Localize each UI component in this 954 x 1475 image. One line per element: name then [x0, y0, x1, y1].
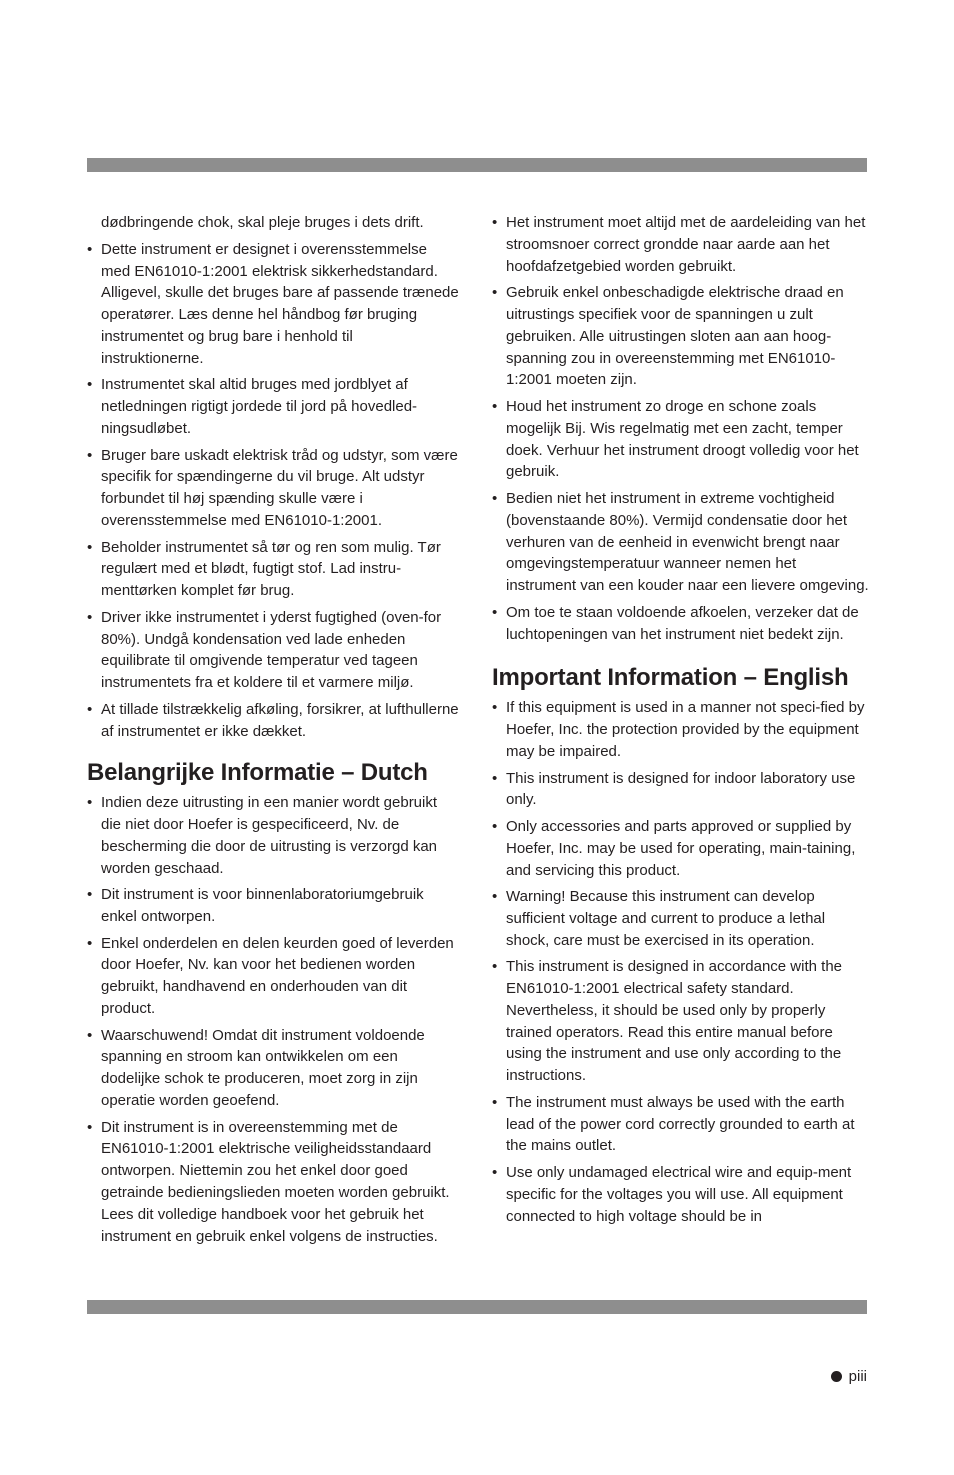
bullet-icon: • [492, 888, 498, 906]
list-item: • Use only undamaged electrical wire and equip-ment specific for the voltages you will use. All equipment connected to high voltage should be in [492, 1164, 852, 1225]
list-item: • At tillade tilstrækkelig afkøling, forsikrer, at lufthullerne af instrumentet er ikke dækket. [87, 700, 459, 740]
list-item: • Enkel onderdelen en delen keurden goed of leverden door Hoefer, Nv. kan voor het bedienen worden gebruikt, handhavend en onderhouden van dit product. [87, 934, 454, 1018]
bullet-icon: • [87, 1026, 93, 1044]
bullet-icon: • [87, 446, 93, 464]
section-heading-dutch: Belangrijke Informatie – Dutch [87, 759, 428, 787]
bullet-icon: • [492, 489, 498, 507]
list-item: • If this equipment is used in a manner not speci-fied by Hoefer, Inc. the protection provided by the equipment may be impaired. [492, 699, 865, 760]
bullet-icon: • [492, 1093, 498, 1111]
bullet-icon: • [87, 376, 93, 394]
list-item: • Houd het instrument zo droge en schone zoals mogelijk Bij. Wis regelmatig met een zacht, temper doek. Verhuur het instrument droogt volledig voor het gebruik. [492, 397, 859, 481]
bullet-icon: • [87, 608, 93, 626]
left-column [87, 212, 459, 1252]
list-item: • Gebruik enkel onbeschadigde elektrische draad en uitrustings specifiek voor de spanningen u zult gebruiken. Alle uitrustingen sloten aan aan hoog-spanning zou in overeenstemming met EN61010-1:2001 moeten zijn. [492, 284, 844, 389]
bullet-icon: • [492, 699, 498, 717]
list-item: • Waarschuwend! Omdat dit instrument voldoende spanning en stroom kan ontwikkelen om een dodelijke schok te produceren, moet zorg in zijn operatie worden geoefend. [87, 1026, 425, 1110]
list-item: • Only accessories and parts approved or supplied by Hoefer, Inc. may be used for operating, main-taining, and servicing this product. [492, 817, 856, 879]
page-dot-icon [831, 1371, 842, 1382]
bullet-icon: • [87, 1118, 93, 1136]
list-item: • Driver ikke instrumentet i yderst fugtighed (oven-for 80%). Undgå kondensation ved lade enheden equilibrate til omgivende temperatur ved tageen instrumentets fra et koldere til et varmere miljø. [87, 608, 442, 692]
bullet-icon: • [492, 817, 498, 835]
bullet-icon: • [87, 538, 93, 556]
list-item: • This instrument is designed for indoor laboratory use only. [492, 769, 856, 809]
bullet-icon: • [87, 934, 93, 952]
danish-list [87, 239, 459, 743]
list-item: • Dit instrument is in overeenstemming met de EN61010-1:2001 elektrische veiligheidsstandaard ontworpen. Niettemin zou het enkel door goed getrainde bedieningslieden moeten worden gebruikt. Lees dit volledige handboek voor het gebruik het instrument en gebruik enkel volgens de instructies. [87, 1118, 450, 1245]
list-item: • Bedien niet het instrument in extreme vochtigheid (bovenstaande 80%). Vermijd condensatie door het verhuren van de eenheid in evenwicht brengt naar omgevingstemperatuur wanneer nemen het instrument van een kouder naar een lievere omgeving. [492, 489, 869, 595]
bullet-icon: • [87, 794, 93, 812]
right-column [492, 212, 870, 1232]
bullet-icon: • [492, 284, 498, 302]
page-footer [831, 1368, 867, 1385]
dutch-list [87, 792, 459, 1247]
top-rule-bar [87, 158, 867, 172]
list-item: • The instrument must always be used with the earth lead of the power cord correctly grounded to earth at the mains outlet. [492, 1093, 855, 1155]
list-item: • Bruger bare uskadt elektrisk tråd og udstyr, som være specifik for spændingerne du vil bruge. Alt udstyr forbundet til høj spænding skulle være i overensstemmelse med EN61010-1:2001. [87, 446, 458, 529]
bullet-icon: • [492, 769, 498, 787]
bullet-icon: • [492, 397, 498, 415]
bullet-icon: • [87, 240, 93, 258]
bullet-icon: • [492, 1164, 498, 1182]
dutch-list-continued [492, 212, 870, 645]
bottom-rule-bar [87, 1300, 867, 1314]
list-item: • Het instrument moet altijd met de aardeleiding van het stroomsnoer correct grondde naar aarde aan het hoofdafzetgebied worden gebruikt. [492, 214, 866, 275]
bullet-icon: • [492, 603, 498, 621]
bullet-icon: • [492, 958, 498, 976]
list-item: • Dit instrument is voor binnenlaboratoriumgebruik enkel ontworpen. [87, 886, 424, 926]
english-list [492, 697, 870, 1227]
list-item: • This instrument is designed in accordance with the EN61010-1:2001 electrical safety standard. Nevertheless, it should be used only by properly trained operators. Read this entire manual before using the instrument and use only according to the instructions. [492, 958, 843, 1085]
continued-text: dødbringende chok, skal pleje bruges i dets drift. [101, 214, 424, 231]
bullet-icon: • [492, 214, 498, 231]
list-item: • Beholder instrumentet så tør og ren som mulig. Tør regulært med et blødt, fugtigt stof. Lad instru-menttørken komplet før brug. [87, 538, 441, 600]
section-heading-english: Important Information – English [492, 664, 849, 692]
page-number: piii [848, 1368, 867, 1385]
list-item: • Om toe te staan voldoende afkoelen, verzeker dat de luchtopeningen van het instrument niet bedekt zijn. [492, 603, 859, 643]
bullet-icon: • [87, 700, 93, 718]
list-item: • Indien deze uitrusting in een manier wordt gebruikt die niet door Hoefer is gespecificeerd, Nv. de bescherming die door de uitrusting is verzorgd kan worden geschaad. [87, 794, 438, 877]
bullet-icon: • [87, 886, 93, 904]
list-item: • Dette instrument er designet i overensstemmelse med EN61010-1:2001 elektrisk sikkerhedstandard. Alligevel, skulle det bruges bare af passende trænede operatører. Læs denne hel håndbog før bruging instrumentet og brug bare i henhold til instruktionerne. [87, 240, 459, 367]
list-item: • Warning! Because this instrument can develop sufficient voltage and current to produce a lethal shock, care must be exercised in its operation. [492, 888, 826, 949]
list-item: • Instrumentet skal altid bruges med jordblyet af netledningen rigtigt jordede til jord på hovedled-ningsudløbet. [87, 376, 418, 437]
